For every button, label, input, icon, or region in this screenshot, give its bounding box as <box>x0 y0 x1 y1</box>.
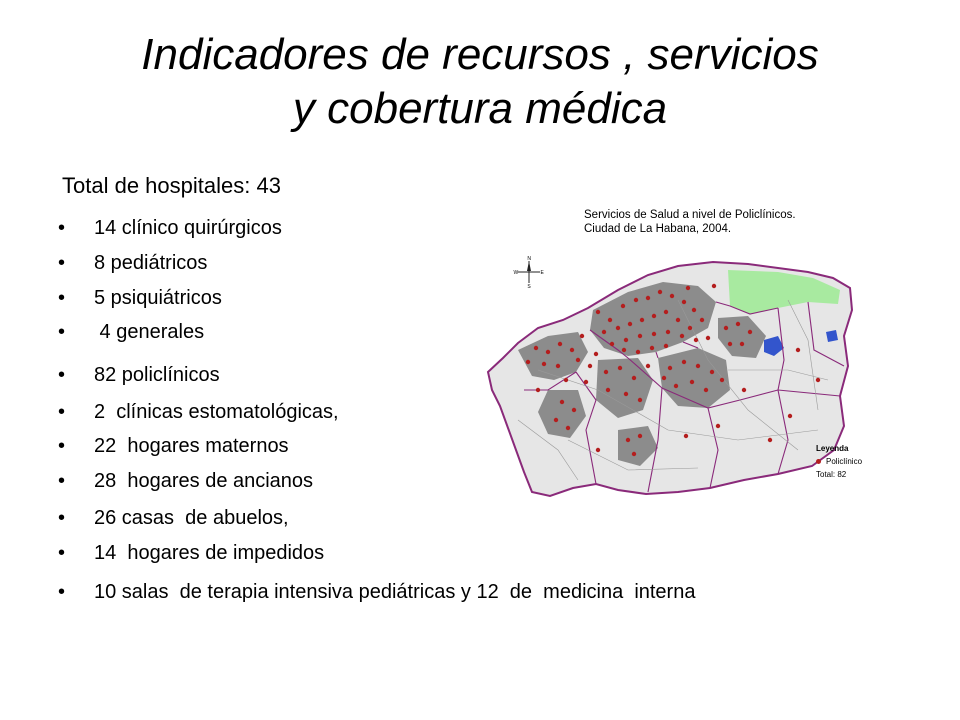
polyclinic-marker <box>638 334 642 338</box>
havana-map <box>478 240 858 505</box>
polyclinic-marker <box>740 342 744 346</box>
compass-east-label: E <box>540 270 544 276</box>
polyclinic-marker <box>700 318 704 322</box>
slide-title <box>40 28 920 136</box>
map-legend <box>816 442 862 481</box>
polyclinic-marker <box>650 346 654 350</box>
polyclinic-marker <box>690 380 694 384</box>
polyclinic-marker <box>534 346 538 350</box>
polyclinic-marker <box>616 326 620 330</box>
bullet-icon: • <box>58 364 66 386</box>
bullet-icon: • <box>58 507 66 529</box>
hospitals-total-heading: Total de hospitales: 43 <box>62 173 281 198</box>
polyclinic-marker <box>692 308 696 312</box>
legend-title: Leyenda <box>816 444 849 453</box>
polyclinic-marker <box>566 426 570 430</box>
polyclinic-marker <box>676 318 680 322</box>
polyclinic-marker <box>610 342 614 346</box>
list-item-text: 28 hogares de ancianos <box>94 470 314 492</box>
polyclinic-marker <box>634 298 638 302</box>
map-title-line-1: Servicios de Salud a nivel de Policlínicos. <box>584 209 796 221</box>
polyclinic-marker <box>580 334 584 338</box>
polyclinic-marker <box>640 318 644 322</box>
slide-title-line-1: Indicadores de recursos , servicios <box>141 30 819 79</box>
polyclinic-marker <box>608 318 612 322</box>
polyclinic-marker <box>596 448 600 452</box>
polyclinic-marker <box>670 294 674 298</box>
polyclinic-marker <box>526 360 530 364</box>
compass-south-label: S <box>527 284 531 290</box>
polyclinic-marker <box>564 378 568 382</box>
polyclinic-marker <box>706 336 710 340</box>
polyclinic-marker <box>546 350 550 354</box>
polyclinic-marker <box>536 388 540 392</box>
polyclinic-marker <box>710 370 714 374</box>
polyclinic-marker <box>560 400 564 404</box>
list-item-text: 22 hogares maternos <box>94 435 289 457</box>
compass-west-label: W <box>513 270 519 276</box>
list-item-text: 10 salas de terapia intensiva pediátricas y 12 de medicina interna <box>94 581 696 603</box>
bullet-icon: • <box>58 401 66 423</box>
polyclinic-marker <box>674 384 678 388</box>
polyclinic-marker <box>688 326 692 330</box>
polyclinic-marker <box>682 360 686 364</box>
polyclinic-marker <box>720 378 724 382</box>
polyclinic-marker <box>596 310 600 314</box>
polyclinic-marker <box>796 348 800 352</box>
bullet-icon: • <box>58 542 66 564</box>
bullet-icon: • <box>58 470 66 492</box>
bullet-icon: • <box>58 217 66 239</box>
polyclinic-marker <box>584 380 588 384</box>
polyclinic-marker <box>604 370 608 374</box>
polyclinic-marker <box>646 364 650 368</box>
list-item-text: 4 generales <box>94 321 205 343</box>
legend-item-label: Policlínico <box>826 457 863 466</box>
polyclinic-marker <box>638 434 642 438</box>
bullet-icon: • <box>58 252 66 274</box>
polyclinic-marker <box>696 364 700 368</box>
polyclinic-marker <box>618 366 622 370</box>
bullet-icon: • <box>58 581 66 603</box>
polyclinic-marker <box>558 342 562 346</box>
polyclinic-marker <box>694 338 698 342</box>
polyclinic-marker-icon <box>816 459 821 464</box>
polyclinic-marker <box>652 314 656 318</box>
list-item-text: 26 casas de abuelos, <box>94 507 289 529</box>
polyclinic-marker <box>736 322 740 326</box>
polyclinic-marker <box>682 300 686 304</box>
polyclinic-marker <box>602 330 606 334</box>
bullet-icon: • <box>58 435 66 457</box>
polyclinic-marker <box>662 376 666 380</box>
polyclinic-marker <box>594 352 598 356</box>
list-item-text: 82 policlínicos <box>94 364 220 386</box>
polyclinic-marker <box>646 296 650 300</box>
polyclinic-marker <box>666 330 670 334</box>
polyclinic-marker <box>542 362 546 366</box>
water-body <box>826 330 838 342</box>
polyclinic-marker <box>638 398 642 402</box>
list-item-text: 14 hogares de impedidos <box>94 542 325 564</box>
polyclinic-marker <box>658 290 662 294</box>
polyclinic-marker <box>816 378 820 382</box>
polyclinic-marker <box>632 376 636 380</box>
compass-north-label: N <box>527 256 532 262</box>
polyclinic-marker <box>742 388 746 392</box>
polyclinic-marker <box>570 348 574 352</box>
polyclinic-marker <box>680 334 684 338</box>
legend-total: Total: 82 <box>816 470 847 479</box>
polyclinic-marker <box>626 438 630 442</box>
list-item-text: 8 pediátricos <box>94 252 208 274</box>
polyclinic-marker <box>748 330 752 334</box>
polyclinic-marker <box>554 418 558 422</box>
polyclinic-marker <box>664 310 668 314</box>
list-item-text: 5 psiquiátricos <box>94 287 222 309</box>
polyclinic-marker <box>704 388 708 392</box>
polyclinic-marker <box>636 350 640 354</box>
polyclinic-marker <box>788 414 792 418</box>
polyclinic-marker <box>588 364 592 368</box>
polyclinic-marker <box>684 434 688 438</box>
polyclinic-map-figure <box>478 200 863 505</box>
legend-item-polyclinic <box>816 455 862 468</box>
polyclinic-marker <box>606 388 610 392</box>
polyclinic-marker <box>668 366 672 370</box>
polyclinic-marker <box>686 286 690 290</box>
list-item-text: 14 clínico quirúrgicos <box>94 217 282 239</box>
slide-title-line-2: y cobertura médica <box>292 84 668 133</box>
polyclinic-marker <box>652 332 656 336</box>
polyclinic-marker <box>556 364 560 368</box>
polyclinic-marker <box>716 424 720 428</box>
polyclinic-marker <box>624 338 628 342</box>
polyclinic-marker <box>632 452 636 456</box>
list-item-text: 2 clínicas estomatológicas, <box>94 401 339 423</box>
polyclinic-marker <box>724 326 728 330</box>
polyclinic-marker <box>712 284 716 288</box>
polyclinic-marker <box>628 322 632 326</box>
map-title-line-2: Ciudad de La Habana, 2004. <box>584 223 732 235</box>
polyclinic-marker <box>624 392 628 396</box>
bullet-icon: • <box>58 321 66 343</box>
polyclinic-marker <box>572 408 576 412</box>
polyclinic-marker <box>768 438 772 442</box>
polyclinic-marker <box>728 342 732 346</box>
polyclinic-marker <box>622 348 626 352</box>
polyclinic-marker <box>664 344 668 348</box>
polyclinic-marker <box>576 358 580 362</box>
bullet-icon: • <box>58 287 66 309</box>
polyclinic-marker <box>621 304 625 308</box>
map-title <box>584 208 796 236</box>
